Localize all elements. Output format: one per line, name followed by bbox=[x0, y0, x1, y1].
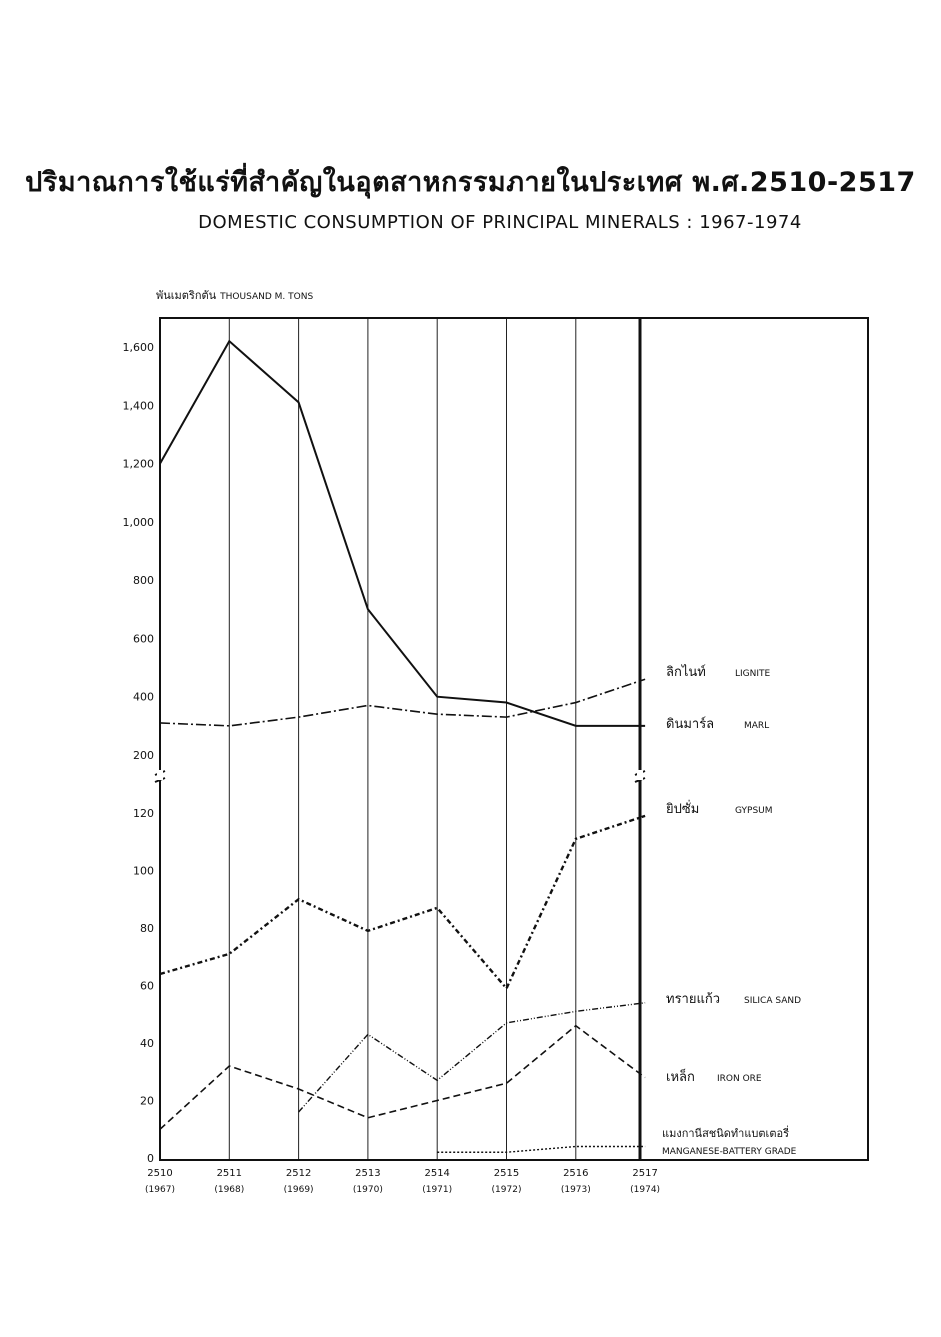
y-tick-label: 100 bbox=[133, 864, 154, 878]
y-tick-label: 600 bbox=[133, 632, 154, 646]
x-tick-label: 2515 bbox=[493, 1168, 520, 1179]
series-label-english: SILICA SAND bbox=[744, 996, 802, 1006]
series-label-english: MANGANESE-BATTERY GRADE bbox=[662, 1147, 797, 1157]
axis-break-gap bbox=[637, 770, 643, 780]
plot-frame bbox=[160, 318, 868, 1160]
series-labels bbox=[662, 664, 801, 1157]
y-tick-label: 1,400 bbox=[122, 399, 154, 413]
x-tick-label: 2516 bbox=[563, 1168, 589, 1179]
y-tick-label: 1,000 bbox=[122, 515, 154, 529]
y-tick-label: 60 bbox=[140, 979, 154, 993]
y-tick-label: 200 bbox=[133, 749, 154, 762]
x-tick-sublabel: (1970) bbox=[352, 1185, 383, 1195]
series-line-gypsum bbox=[160, 816, 645, 989]
x-tick-sublabel: (1967) bbox=[145, 1185, 175, 1195]
series-line-lignite bbox=[160, 341, 645, 726]
series-label-english: LIGNITE bbox=[735, 669, 771, 679]
x-tick-sublabel: (1973) bbox=[560, 1185, 591, 1195]
x-tick-sublabel: (1974) bbox=[630, 1185, 661, 1195]
series-line-manganese-battery-grade bbox=[437, 1147, 645, 1153]
y-tick-label: 120 bbox=[133, 807, 154, 820]
x-tick-sublabel: (1972) bbox=[491, 1185, 522, 1195]
series-label-thai: เหล็ก bbox=[666, 1070, 695, 1085]
series-line-iron-ore bbox=[160, 1026, 645, 1130]
unit-english: THOUSAND M. TONS bbox=[220, 292, 314, 302]
x-tick-label: 2514 bbox=[424, 1168, 450, 1179]
chart-title-english: DOMESTIC CONSUMPTION OF PRINCIPAL MINERALS : 1967-1974 bbox=[198, 212, 802, 233]
x-tick-label: 2517 bbox=[632, 1168, 658, 1179]
series-label-english: MARL bbox=[744, 721, 770, 731]
series-line-marl bbox=[160, 679, 645, 726]
x-tick-sublabel: (1968) bbox=[214, 1185, 245, 1195]
series-label-thai: ดินมาร์ล bbox=[666, 717, 715, 732]
x-tick-sublabel: (1971) bbox=[422, 1185, 453, 1195]
y-tick-label: 20 bbox=[140, 1094, 154, 1108]
y-tick-label: 800 bbox=[133, 574, 154, 588]
axis-break-gap bbox=[157, 770, 163, 780]
x-tick-label: 2510 bbox=[147, 1168, 173, 1179]
series-label-thai: ทรายแก้ว bbox=[666, 992, 721, 1007]
x-tick-label: 2511 bbox=[216, 1168, 243, 1179]
y-tick-label: 1,600 bbox=[122, 341, 154, 354]
y-tick-label: 0 bbox=[147, 1152, 154, 1165]
series-label-thai: แมงกานีสชนิดทำแบตเตอรี่ bbox=[662, 1127, 789, 1140]
x-axis-ticks bbox=[145, 1168, 660, 1195]
series-label-english: GYPSUM bbox=[735, 806, 773, 816]
x-tick-label: 2513 bbox=[355, 1168, 381, 1179]
series-line-silica-sand bbox=[299, 1003, 645, 1112]
series-label-english: IRON ORE bbox=[717, 1074, 762, 1084]
series-label-thai: ลิกไนท์ bbox=[666, 665, 706, 680]
y-tick-label: 1,200 bbox=[122, 457, 154, 471]
unit-thai: พันเมตริกตัน bbox=[156, 289, 217, 302]
y-tick-label: 400 bbox=[133, 690, 154, 704]
chart-frame bbox=[155, 318, 868, 1160]
x-tick-label: 2512 bbox=[285, 1168, 312, 1179]
series-lines bbox=[160, 341, 645, 1152]
y-tick-label: 40 bbox=[140, 1037, 154, 1050]
x-tick-sublabel: (1969) bbox=[283, 1185, 314, 1195]
chart-grid bbox=[229, 318, 576, 1160]
y-axis-ticks bbox=[123, 341, 155, 1165]
chart-title-thai: ปริมาณการใช้แร่ที่สำคัญในอุตสาหกรรมภายในประเทศ พ.ศ.2510-2517 bbox=[25, 167, 916, 198]
y-tick-label: 80 bbox=[140, 922, 154, 935]
series-label-thai: ยิปซั่ม bbox=[666, 802, 700, 817]
